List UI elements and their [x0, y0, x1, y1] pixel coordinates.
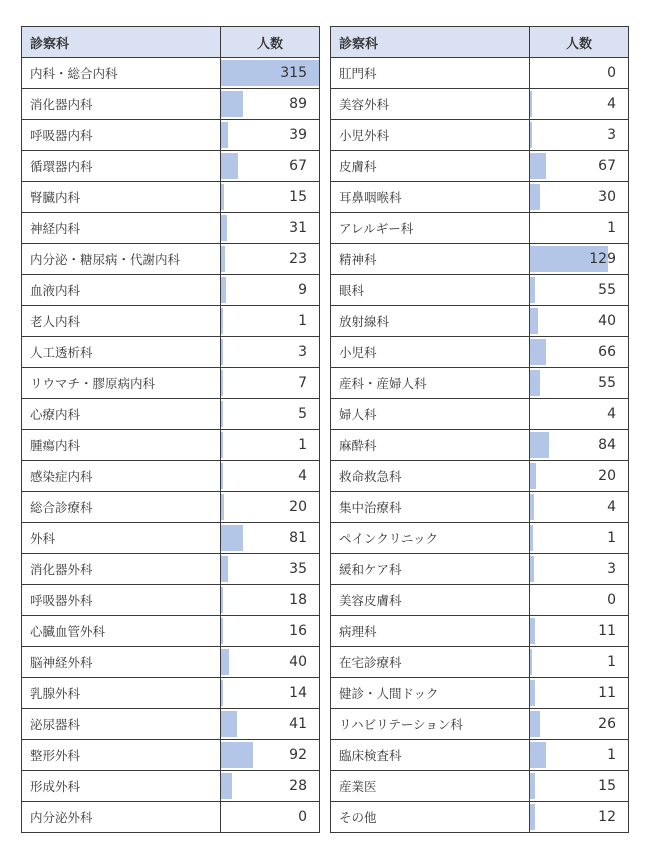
count-cell	[530, 554, 629, 585]
count-value: 41	[289, 716, 307, 732]
department-table-left	[21, 26, 320, 833]
count-value: 15	[598, 778, 616, 794]
count-value: 16	[289, 623, 307, 639]
table-row	[22, 244, 320, 275]
department-name: 心臓血管外科	[22, 616, 221, 647]
department-name: 健診・人間ドック	[331, 678, 530, 709]
table-row	[22, 58, 320, 89]
department-name: 循環器内科	[22, 151, 221, 182]
count-value: 55	[598, 375, 616, 391]
table-row	[22, 306, 320, 337]
data-bar	[530, 91, 532, 117]
count-cell	[221, 368, 320, 399]
department-name: 内分泌外科	[22, 802, 221, 833]
data-bar	[221, 277, 226, 303]
department-name: 老人内科	[22, 306, 221, 337]
department-name: 血液内科	[22, 275, 221, 306]
table-row	[331, 58, 629, 89]
count-cell	[530, 399, 629, 430]
department-name: 腎臓内科	[22, 182, 221, 213]
data-bar	[221, 742, 253, 768]
data-bar	[530, 773, 535, 799]
count-value: 26	[598, 716, 616, 732]
table-row	[22, 399, 320, 430]
count-value: 3	[298, 344, 307, 360]
count-value: 18	[289, 592, 307, 608]
count-cell	[221, 554, 320, 585]
department-name: 腫瘍内科	[22, 430, 221, 461]
table-row	[22, 368, 320, 399]
data-bar	[221, 122, 228, 148]
count-value: 20	[598, 468, 616, 484]
table-row	[331, 585, 629, 616]
table-row	[22, 337, 320, 368]
header-department: 診察科	[331, 27, 530, 58]
count-cell	[530, 461, 629, 492]
header-count: 人数	[530, 27, 629, 58]
data-bar	[530, 463, 536, 489]
data-bar	[530, 184, 540, 210]
count-value: 67	[598, 158, 616, 174]
count-cell	[530, 58, 629, 89]
count-cell	[530, 771, 629, 802]
data-bar	[530, 618, 535, 644]
count-value: 1	[298, 313, 307, 329]
count-value: 0	[298, 809, 307, 825]
data-bar	[221, 401, 223, 427]
department-name: 産業医	[331, 771, 530, 802]
count-cell	[530, 368, 629, 399]
department-name: 美容外科	[331, 89, 530, 120]
header-department: 診察科	[22, 27, 221, 58]
count-value: 66	[598, 344, 616, 360]
department-name: 内分泌・糖尿病・代謝内科	[22, 244, 221, 275]
count-value: 7	[298, 375, 307, 391]
table-row	[22, 647, 320, 678]
data-bar	[530, 804, 535, 830]
count-cell	[221, 616, 320, 647]
data-bar	[221, 308, 223, 334]
department-name: 乳腺外科	[22, 678, 221, 709]
table-row	[331, 647, 629, 678]
data-bar	[221, 153, 238, 179]
count-value: 12	[598, 809, 616, 825]
table-row	[331, 523, 629, 554]
count-value: 23	[289, 251, 307, 267]
count-value: 31	[289, 220, 307, 236]
data-bar	[530, 308, 538, 334]
data-bar	[221, 339, 223, 365]
count-cell	[530, 585, 629, 616]
count-cell	[530, 802, 629, 833]
table-row	[331, 244, 629, 275]
count-cell	[221, 120, 320, 151]
count-value: 35	[289, 561, 307, 577]
table-row	[22, 151, 320, 182]
department-name: 小児科	[331, 337, 530, 368]
count-cell	[221, 337, 320, 368]
count-cell	[221, 740, 320, 771]
table-row	[331, 616, 629, 647]
count-value: 30	[598, 189, 616, 205]
data-bar	[530, 649, 532, 675]
department-name: 消化器内科	[22, 89, 221, 120]
table-row	[22, 523, 320, 554]
table-row	[331, 275, 629, 306]
department-name: 整形外科	[22, 740, 221, 771]
count-cell	[221, 802, 320, 833]
department-name: 麻酔科	[331, 430, 530, 461]
count-cell	[530, 523, 629, 554]
data-bar	[221, 463, 223, 489]
table-row	[22, 616, 320, 647]
count-value: 5	[298, 406, 307, 422]
data-bar	[530, 122, 532, 148]
department-name: 外科	[22, 523, 221, 554]
data-bar	[530, 277, 535, 303]
department-name: その他	[331, 802, 530, 833]
department-name: アレルギー科	[331, 213, 530, 244]
data-bar	[221, 556, 228, 582]
data-bar	[221, 184, 224, 210]
count-value: 3	[607, 561, 616, 577]
data-bar	[221, 711, 237, 737]
count-cell	[221, 306, 320, 337]
count-value: 3	[607, 127, 616, 143]
department-name: 集中治療科	[331, 492, 530, 523]
count-value: 4	[607, 96, 616, 112]
count-value: 1	[607, 530, 616, 546]
table-row	[22, 585, 320, 616]
data-bar	[221, 494, 224, 520]
data-bar	[221, 587, 223, 613]
department-name: 消化器外科	[22, 554, 221, 585]
count-value: 4	[607, 406, 616, 422]
count-value: 315	[280, 65, 307, 81]
count-cell	[221, 275, 320, 306]
table-row	[22, 120, 320, 151]
data-bar	[530, 494, 534, 520]
count-value: 67	[289, 158, 307, 174]
count-cell	[530, 151, 629, 182]
count-cell	[221, 492, 320, 523]
department-name: 小児外科	[331, 120, 530, 151]
department-name: 呼吸器内科	[22, 120, 221, 151]
table-row	[22, 802, 320, 833]
count-cell	[530, 337, 629, 368]
department-table-right	[330, 26, 629, 833]
table-row	[331, 709, 629, 740]
table-row	[22, 461, 320, 492]
table-row	[22, 430, 320, 461]
data-bar	[221, 680, 223, 706]
table-row	[331, 399, 629, 430]
count-cell	[530, 430, 629, 461]
count-cell	[221, 399, 320, 430]
count-value: 39	[289, 127, 307, 143]
count-cell	[221, 647, 320, 678]
department-name: 放射線科	[331, 306, 530, 337]
table-row	[331, 306, 629, 337]
data-bar	[221, 432, 223, 458]
table-header-row	[22, 27, 320, 58]
count-value: 55	[598, 282, 616, 298]
count-cell	[221, 182, 320, 213]
count-cell	[530, 616, 629, 647]
department-name: 精神科	[331, 244, 530, 275]
table-row	[22, 182, 320, 213]
count-value: 89	[289, 96, 307, 112]
count-value: 81	[289, 530, 307, 546]
data-bar	[530, 339, 546, 365]
count-value: 11	[598, 685, 616, 701]
table-row	[22, 492, 320, 523]
count-value: 9	[298, 282, 307, 298]
department-name: 眼科	[331, 275, 530, 306]
table-row	[22, 740, 320, 771]
count-value: 4	[607, 499, 616, 515]
count-value: 1	[298, 437, 307, 453]
department-name: 在宅診療科	[331, 647, 530, 678]
table-row	[331, 492, 629, 523]
count-value: 1	[607, 654, 616, 670]
count-cell	[530, 740, 629, 771]
department-name: リハビリテーション科	[331, 709, 530, 740]
count-cell	[221, 89, 320, 120]
count-value: 20	[289, 499, 307, 515]
table-row	[22, 213, 320, 244]
table-header-row	[331, 27, 629, 58]
department-name: 総合診療科	[22, 492, 221, 523]
department-name: 人工透析科	[22, 337, 221, 368]
count-value: 0	[607, 65, 616, 81]
table-row	[331, 151, 629, 182]
count-cell	[221, 523, 320, 554]
count-cell	[530, 182, 629, 213]
department-name: 心療内科	[22, 399, 221, 430]
count-cell	[530, 89, 629, 120]
table-row	[331, 368, 629, 399]
department-name: 内科・総合内科	[22, 58, 221, 89]
data-bar	[530, 525, 533, 551]
count-cell	[221, 430, 320, 461]
department-name: 美容皮膚科	[331, 585, 530, 616]
data-bar	[530, 153, 546, 179]
department-name: リウマチ・膠原病内科	[22, 368, 221, 399]
count-cell	[221, 771, 320, 802]
count-cell	[221, 678, 320, 709]
count-value: 40	[598, 313, 616, 329]
count-value: 28	[289, 778, 307, 794]
department-name: ペインクリニック	[331, 523, 530, 554]
count-value: 4	[298, 468, 307, 484]
table-row	[331, 771, 629, 802]
count-cell	[530, 709, 629, 740]
data-bar	[221, 649, 229, 675]
table-row	[331, 89, 629, 120]
count-cell	[530, 244, 629, 275]
count-cell	[221, 151, 320, 182]
count-cell	[530, 306, 629, 337]
data-bar	[221, 773, 232, 799]
table-row	[331, 337, 629, 368]
table-row	[331, 120, 629, 151]
table-row	[22, 554, 320, 585]
data-bar	[221, 215, 227, 241]
department-name: 耳鼻咽喉科	[331, 182, 530, 213]
count-value: 92	[289, 747, 307, 763]
department-name: 肛門科	[331, 58, 530, 89]
table-row	[22, 275, 320, 306]
count-value: 14	[289, 685, 307, 701]
department-name: 脳神経外科	[22, 647, 221, 678]
count-cell	[221, 461, 320, 492]
data-bar	[530, 432, 549, 458]
department-name: 呼吸器外科	[22, 585, 221, 616]
table-row	[331, 678, 629, 709]
count-cell	[221, 58, 320, 89]
department-name: 婦人科	[331, 399, 530, 430]
table-row	[331, 554, 629, 585]
table-row	[22, 771, 320, 802]
count-value: 0	[607, 592, 616, 608]
data-bar	[530, 711, 540, 737]
count-cell	[530, 678, 629, 709]
table-row	[331, 802, 629, 833]
table-row	[22, 678, 320, 709]
count-value: 11	[598, 623, 616, 639]
department-name: 緩和ケア科	[331, 554, 530, 585]
data-bar	[530, 556, 534, 582]
department-name: 神経内科	[22, 213, 221, 244]
data-bar	[221, 246, 225, 272]
data-bar	[530, 680, 535, 706]
table-row	[331, 430, 629, 461]
count-cell	[221, 585, 320, 616]
department-name: 産科・産婦人科	[331, 368, 530, 399]
data-bar	[530, 370, 540, 396]
count-value: 129	[589, 251, 616, 267]
table-row	[331, 461, 629, 492]
department-name: 臨床検査科	[331, 740, 530, 771]
count-cell	[221, 709, 320, 740]
count-value: 1	[607, 747, 616, 763]
count-value: 1	[607, 220, 616, 236]
table-row	[331, 740, 629, 771]
count-value: 15	[289, 189, 307, 205]
table-row	[22, 89, 320, 120]
count-cell	[530, 213, 629, 244]
count-cell	[530, 492, 629, 523]
department-name: 救命救急科	[331, 461, 530, 492]
count-cell	[530, 275, 629, 306]
department-name: 皮膚科	[331, 151, 530, 182]
count-value: 40	[289, 654, 307, 670]
count-cell	[530, 647, 629, 678]
table-row	[331, 213, 629, 244]
department-name: 泌尿器科	[22, 709, 221, 740]
data-bar	[221, 91, 243, 117]
count-cell	[221, 244, 320, 275]
count-cell	[530, 120, 629, 151]
data-bar	[530, 742, 546, 768]
table-row	[22, 709, 320, 740]
department-name: 病理科	[331, 616, 530, 647]
header-count: 人数	[221, 27, 320, 58]
data-bar	[221, 370, 223, 396]
data-bar	[221, 525, 243, 551]
table-row	[331, 182, 629, 213]
department-name: 形成外科	[22, 771, 221, 802]
count-cell	[221, 213, 320, 244]
count-value: 84	[598, 437, 616, 453]
data-bar	[221, 618, 223, 644]
department-name: 感染症内科	[22, 461, 221, 492]
